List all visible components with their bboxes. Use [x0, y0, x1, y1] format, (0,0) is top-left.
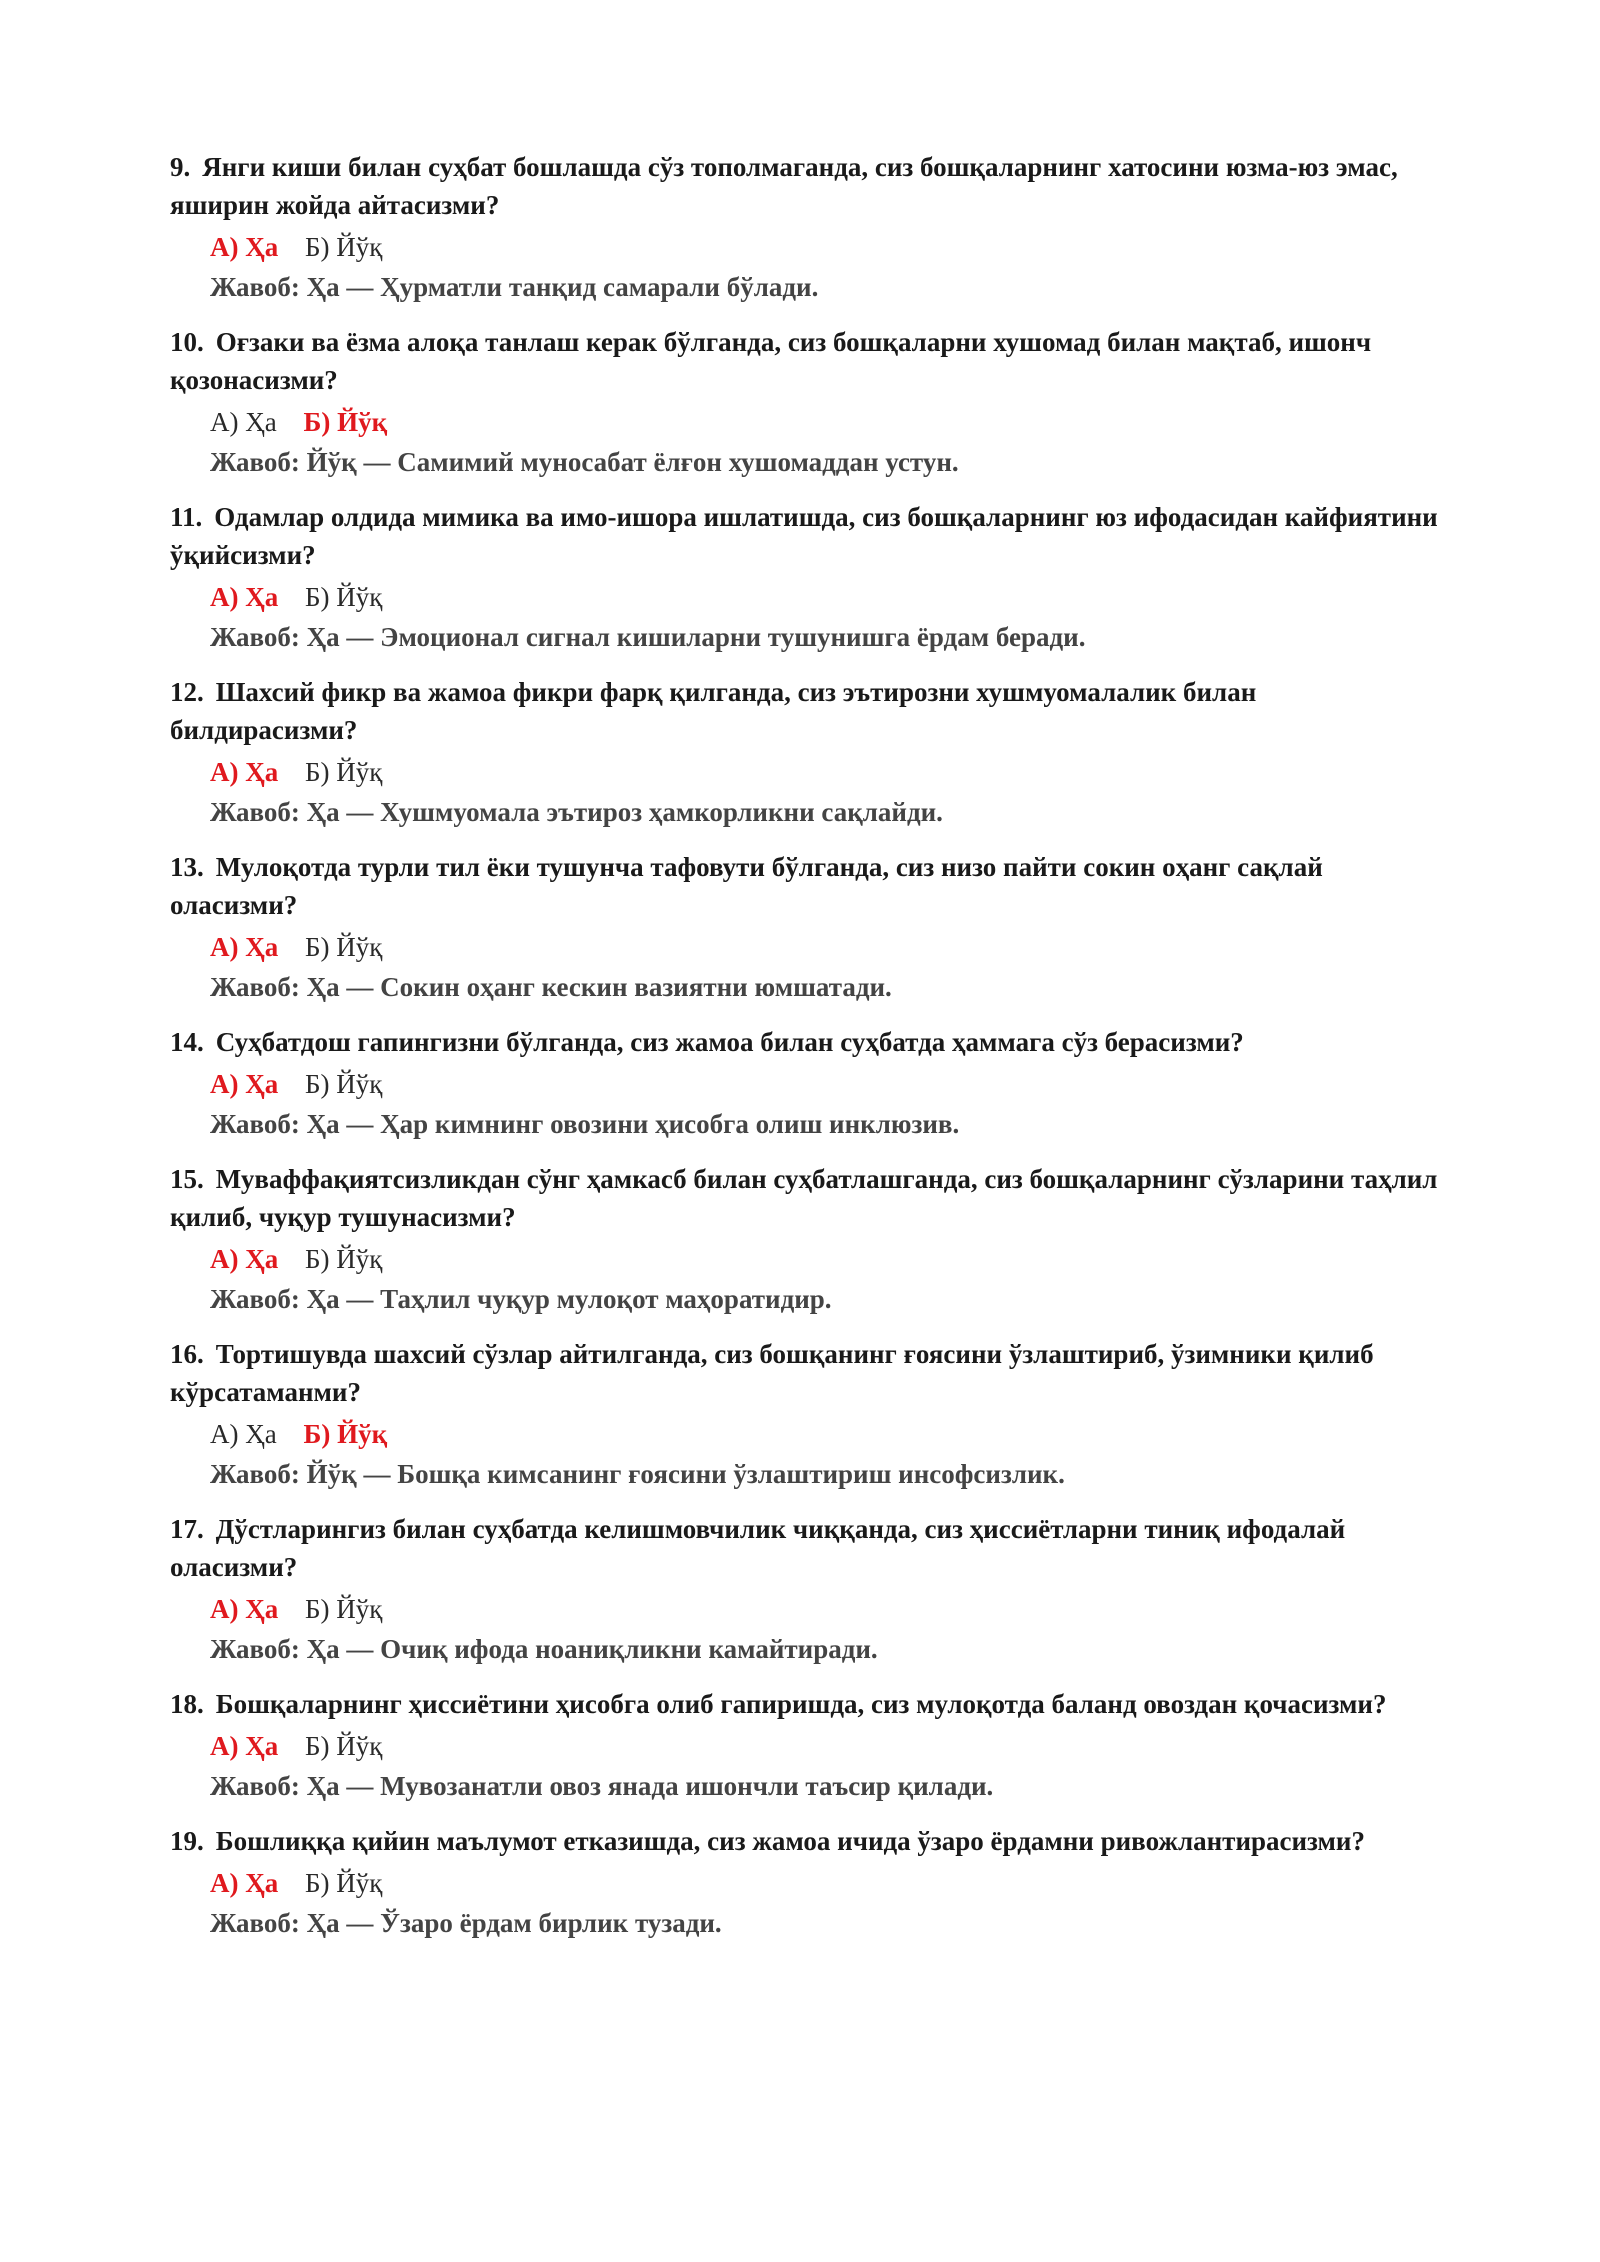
- question-body: Бошқаларнинг ҳиссиётини ҳисобга олиб гапиришда, сиз мулоқотда баланд овоздан қочасизми?: [215, 1689, 1387, 1719]
- option-a[interactable]: А) Ҳа: [210, 932, 279, 962]
- answer-text: Жавоб: Йўқ — Бошқа кимсанинг ғоясини ўзлаштириш инсофсизлик.: [210, 1459, 1065, 1489]
- answer-text: Жавоб: Ҳа — Таҳлил чуқур мулоқот маҳоратидир.: [210, 1284, 832, 1314]
- question-block-7: [170, 1160, 1440, 1319]
- option-b[interactable]: Б) Йўқ: [305, 757, 383, 787]
- question-text: [170, 1822, 1440, 1860]
- option-a[interactable]: А) Ҳа: [210, 1244, 279, 1274]
- question-text: [170, 148, 1440, 224]
- question-number: 12.: [170, 677, 204, 707]
- question-body: Дўстларингиз билан суҳбатда келишмовчилик чиққанда, сиз ҳиссиётларни тиниқ ифодалай оласизми?: [170, 1514, 1346, 1582]
- question-body: Тортишувда шахсий сўзлар айтилганда, сиз бошқанинг ғоясини ўзлаштириб, ўзимники қилиб кўрсатаманми?: [170, 1339, 1374, 1407]
- question-number: 16.: [170, 1339, 204, 1369]
- option-a[interactable]: А) Ҳа: [210, 1868, 279, 1898]
- question-block-1: [170, 148, 1440, 307]
- question-text: [170, 1685, 1440, 1723]
- option-b[interactable]: Б) Йўқ: [305, 932, 383, 962]
- question-number: 10.: [170, 327, 204, 357]
- question-number: 15.: [170, 1164, 204, 1194]
- option-a[interactable]: А) Ҳа: [210, 1419, 277, 1449]
- option-b[interactable]: Б) Йўқ: [305, 232, 383, 262]
- options-row: [170, 1414, 1440, 1454]
- options-row: [170, 577, 1440, 617]
- question-number: 14.: [170, 1027, 204, 1057]
- question-text: [170, 323, 1440, 399]
- answer-text: Жавоб: Ҳа — Эмоционал сигнал кишиларни тушунишга ёрдам беради.: [210, 622, 1086, 652]
- question-body: Одамлар олдида мимика ва имо-ишора ишлатишда, сиз бошқаларнинг юз ифодасидан кайфиятини ўқийсизми?: [170, 502, 1438, 570]
- question-block-5: [170, 848, 1440, 1007]
- question-text: [170, 673, 1440, 749]
- question-body: Мулоқотда турли тил ёки тушунча тафовути бўлганда, сиз низо пайти сокин оҳанг сақлай оласизми?: [170, 852, 1323, 920]
- question-block-11: [170, 1822, 1440, 1943]
- option-b[interactable]: Б) Йўқ: [303, 1419, 388, 1449]
- option-b[interactable]: Б) Йўқ: [305, 582, 383, 612]
- question-body: Муваффақиятсизликдан сўнг ҳамкасб билан суҳбатлашганда, сиз бошқаларнинг сўзларини таҳлил қилиб, чуқур тушунасизми?: [170, 1164, 1438, 1232]
- question-block-10: [170, 1685, 1440, 1806]
- option-b[interactable]: Б) Йўқ: [305, 1069, 383, 1099]
- question-block-9: [170, 1510, 1440, 1669]
- question-body: Суҳбатдош гапингизни бўлганда, сиз жамоа билан суҳбатда ҳаммага сўз берасизми?: [215, 1027, 1244, 1057]
- answer-text: Жавоб: Ҳа — Ўзаро ёрдам бирлик тузади.: [210, 1908, 722, 1938]
- document-page: [170, 148, 1440, 1959]
- option-b[interactable]: Б) Йўқ: [303, 407, 388, 437]
- option-b[interactable]: Б) Йўқ: [305, 1244, 383, 1274]
- question-body: Бошлиққа қийин маълумот етказишда, сиз жамоа ичида ўзаро ёрдамни ривожлантирасизми?: [215, 1826, 1365, 1856]
- answer-text: Жавоб: Ҳа — Мувозанатли овоз янада ишончли таъсир қилади.: [210, 1771, 994, 1801]
- option-a[interactable]: А) Ҳа: [210, 232, 279, 262]
- options-row: [170, 927, 1440, 967]
- options-row: [170, 402, 1440, 442]
- answer-text: Жавоб: Ҳа — Ҳар кимнинг овозини ҳисобга олиш инклюзив.: [210, 1109, 960, 1139]
- option-b[interactable]: Б) Йўқ: [305, 1731, 383, 1761]
- option-a[interactable]: А) Ҳа: [210, 757, 279, 787]
- question-block-3: [170, 498, 1440, 657]
- options-row: [170, 227, 1440, 267]
- question-text: [170, 1023, 1440, 1061]
- option-a[interactable]: А) Ҳа: [210, 1731, 279, 1761]
- options-row: [170, 1239, 1440, 1279]
- question-number: 19.: [170, 1826, 204, 1856]
- question-block-2: [170, 323, 1440, 482]
- options-row: [170, 1863, 1440, 1903]
- question-number: 11.: [170, 502, 203, 532]
- answer-text: Жавоб: Ҳа — Сокин оҳанг кескин вазиятни юмшатади.: [210, 972, 892, 1002]
- option-a[interactable]: А) Ҳа: [210, 582, 279, 612]
- question-number: 13.: [170, 852, 204, 882]
- question-text: [170, 848, 1440, 924]
- question-text: [170, 1160, 1440, 1236]
- question-text: [170, 1335, 1440, 1411]
- question-block-8: [170, 1335, 1440, 1494]
- option-a[interactable]: А) Ҳа: [210, 1069, 279, 1099]
- options-row: [170, 1726, 1440, 1766]
- question-text: [170, 1510, 1440, 1586]
- answer-text: Жавоб: Ҳа — Ҳурматли танқид самарали бўлади.: [210, 272, 819, 302]
- option-b[interactable]: Б) Йўқ: [305, 1868, 383, 1898]
- option-a[interactable]: А) Ҳа: [210, 407, 277, 437]
- question-number: 17.: [170, 1514, 204, 1544]
- question-number: 9.: [170, 152, 191, 182]
- option-a[interactable]: А) Ҳа: [210, 1594, 279, 1624]
- question-body: Оғзаки ва ёзма алоқа танлаш керак бўлганда, сиз бошқаларни хушомад билан мақтаб, ишонч қозонасизми?: [170, 327, 1372, 395]
- question-number: 18.: [170, 1689, 204, 1719]
- options-row: [170, 1589, 1440, 1629]
- question-block-4: [170, 673, 1440, 832]
- option-b[interactable]: Б) Йўқ: [305, 1594, 383, 1624]
- options-row: [170, 1064, 1440, 1104]
- question-body: Шахсий фикр ва жамоа фикри фарқ қилганда, сиз эътирозни хушмуомалалик билан билдирасизми?: [170, 677, 1257, 745]
- answer-text: Жавоб: Ҳа — Хушмуомала эътироз ҳамкорликни сақлайди.: [210, 797, 943, 827]
- answer-text: Жавоб: Йўқ — Самимий муносабат ёлғон хушомаддан устун.: [210, 447, 959, 477]
- question-block-6: [170, 1023, 1440, 1144]
- question-body: Янги киши билан суҳбат бошлашда сўз тополмаганда, сиз бошқаларнинг хатосини юзма-юз эмас, яширин жойда айтасизми?: [170, 152, 1398, 220]
- questions-list: [170, 148, 1440, 1943]
- question-text: [170, 498, 1440, 574]
- options-row: [170, 752, 1440, 792]
- answer-text: Жавоб: Ҳа — Очиқ ифода ноаниқликни камайтиради.: [210, 1634, 878, 1664]
